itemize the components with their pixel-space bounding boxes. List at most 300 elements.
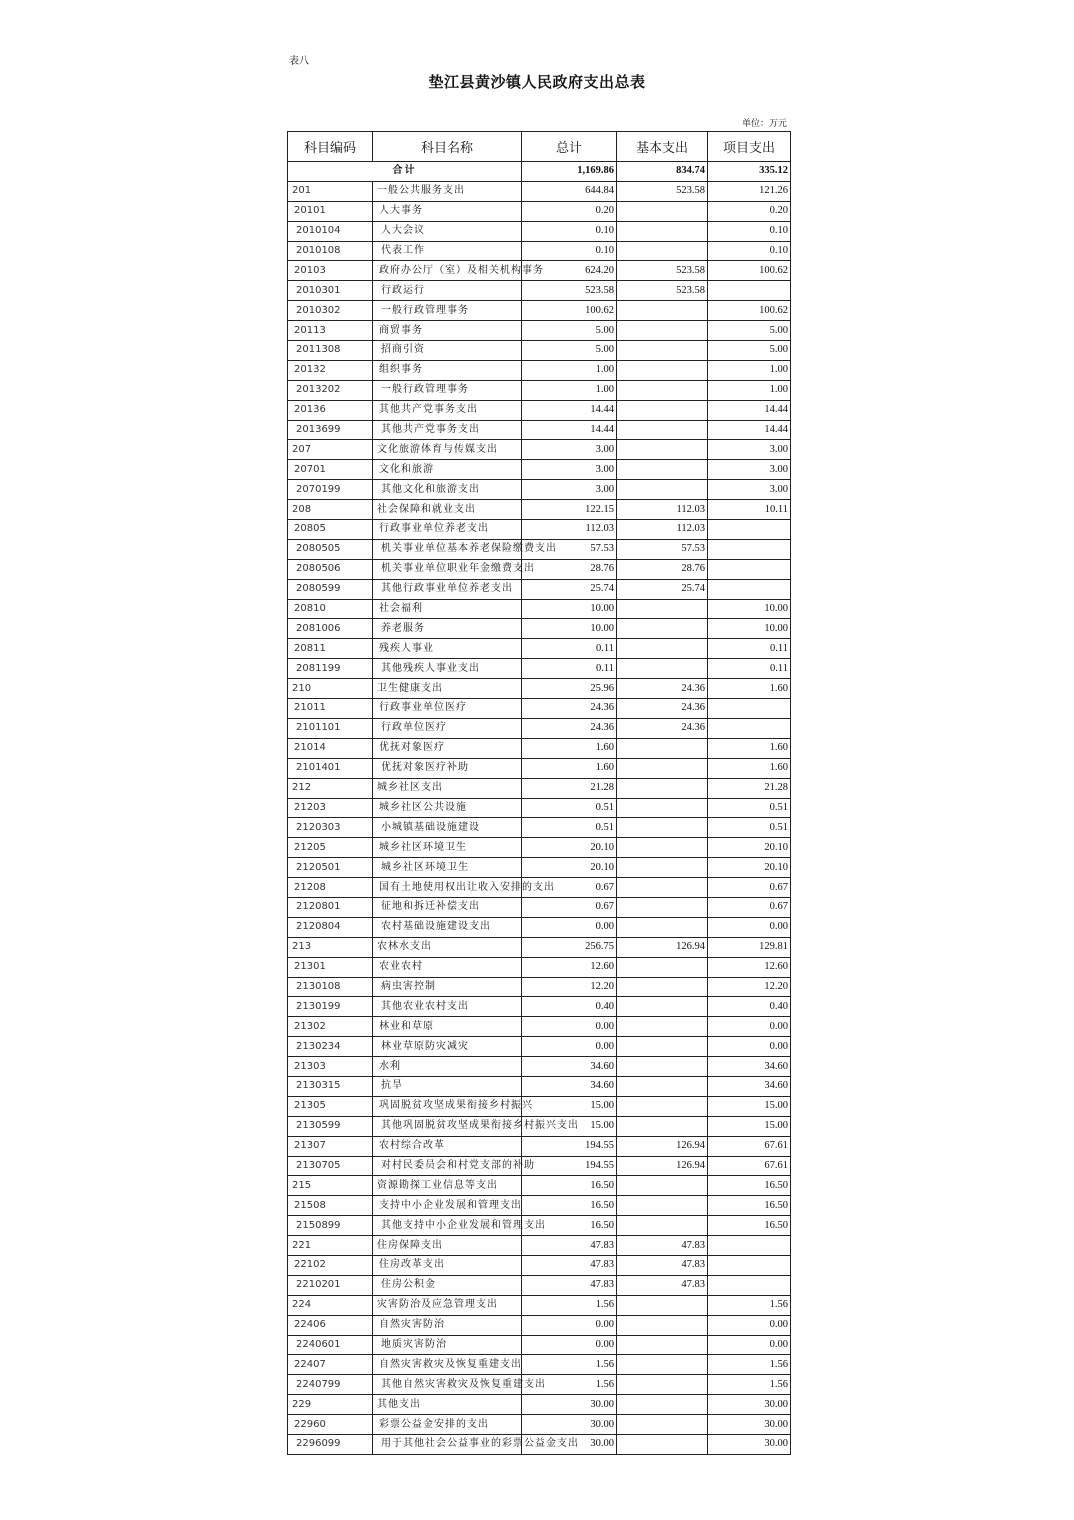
row-total: 30.00 [522, 1415, 617, 1435]
row-total: 30.00 [522, 1395, 617, 1415]
row-code: 2080506 [288, 559, 373, 579]
row-project: 0.20 [708, 201, 791, 221]
row-code: 2130315 [288, 1076, 373, 1096]
row-total: 47.83 [522, 1255, 617, 1275]
row-name: 代表工作 [373, 241, 522, 261]
row-project [708, 579, 791, 599]
row-project: 30.00 [708, 1395, 791, 1415]
row-project: 20.10 [708, 838, 791, 858]
row-name: 商贸事务 [373, 321, 522, 341]
table-row [288, 440, 791, 460]
row-code: 2081006 [288, 619, 373, 639]
row-total: 1.56 [522, 1295, 617, 1315]
row-code: 20101 [288, 201, 373, 221]
row-project [708, 1236, 791, 1256]
table-row [288, 579, 791, 599]
table-row [288, 341, 791, 361]
table-row [288, 1275, 791, 1295]
row-code: 22407 [288, 1355, 373, 1375]
row-code: 210 [288, 679, 373, 699]
row-project: 0.00 [708, 1037, 791, 1057]
row-total: 57.53 [522, 539, 617, 559]
column-header-name: 科目名称 [373, 132, 522, 162]
row-name: 社会福利 [373, 599, 522, 619]
row-name: 其他共产党事务支出 [373, 400, 522, 420]
table-row [288, 1355, 791, 1375]
table-row [288, 778, 791, 798]
row-total: 25.74 [522, 579, 617, 599]
row-total: 256.75 [522, 937, 617, 957]
row-name: 巩固脱贫攻坚成果衔接乡村振兴 [373, 1096, 522, 1116]
row-name: 人大事务 [373, 201, 522, 221]
row-project: 67.61 [708, 1136, 791, 1156]
row-code: 207 [288, 440, 373, 460]
table-row [288, 181, 791, 201]
row-project: 1.60 [708, 758, 791, 778]
row-total: 30.00 [522, 1435, 617, 1455]
row-name: 一般公共服务支出 [373, 181, 522, 201]
row-name: 组织事务 [373, 360, 522, 380]
row-basic [617, 1415, 708, 1435]
row-basic [617, 738, 708, 758]
row-code: 2120303 [288, 818, 373, 838]
row-name: 一般行政管理事务 [373, 380, 522, 400]
row-name: 机关事业单位职业年金缴费支出 [373, 559, 522, 579]
column-header-basic: 基本支出 [617, 132, 708, 162]
row-basic [617, 1196, 708, 1216]
row-code: 20805 [288, 520, 373, 540]
table-row [288, 460, 791, 480]
row-total: 1.00 [522, 380, 617, 400]
row-code: 2010301 [288, 281, 373, 301]
row-name: 灾害防治及应急管理支出 [373, 1295, 522, 1315]
row-name: 病虫害控制 [373, 977, 522, 997]
table-header-row [288, 132, 791, 162]
row-code: 20113 [288, 321, 373, 341]
row-total: 0.10 [522, 221, 617, 241]
table-row [288, 559, 791, 579]
row-project: 10.11 [708, 500, 791, 520]
row-total: 194.55 [522, 1156, 617, 1176]
row-project [708, 1255, 791, 1275]
row-basic [617, 1096, 708, 1116]
row-code: 2130108 [288, 977, 373, 997]
table-row [288, 718, 791, 738]
table-row [288, 1415, 791, 1435]
total-label: 合计 [288, 162, 522, 182]
row-basic: 24.36 [617, 718, 708, 738]
row-name: 水利 [373, 1057, 522, 1077]
row-total: 0.67 [522, 897, 617, 917]
row-basic [617, 957, 708, 977]
table-row [288, 957, 791, 977]
row-code: 22406 [288, 1315, 373, 1335]
row-name: 抗旱 [373, 1076, 522, 1096]
row-name: 政府办公厅（室）及相关机构事务 [373, 261, 522, 281]
row-name: 林业和草原 [373, 1017, 522, 1037]
row-code: 2130705 [288, 1156, 373, 1176]
column-header-project: 项目支出 [708, 132, 791, 162]
row-code: 2080505 [288, 539, 373, 559]
row-total: 16.50 [522, 1196, 617, 1216]
row-basic [617, 1375, 708, 1395]
row-code: 2010108 [288, 241, 373, 261]
row-basic [617, 659, 708, 679]
row-project [708, 520, 791, 540]
row-basic [617, 798, 708, 818]
row-code: 2081199 [288, 659, 373, 679]
table-row [288, 380, 791, 400]
row-project [708, 1275, 791, 1295]
row-project: 1.56 [708, 1295, 791, 1315]
row-project: 34.60 [708, 1057, 791, 1077]
row-name: 支持中小企业发展和管理支出 [373, 1196, 522, 1216]
table-row [288, 1375, 791, 1395]
row-basic [617, 241, 708, 261]
row-project: 10.00 [708, 599, 791, 619]
row-project: 3.00 [708, 480, 791, 500]
table-row [288, 1315, 791, 1335]
row-basic [617, 480, 708, 500]
row-basic: 523.58 [617, 261, 708, 281]
row-basic: 47.83 [617, 1255, 708, 1275]
row-code: 2080599 [288, 579, 373, 599]
row-project: 0.51 [708, 798, 791, 818]
row-name: 自然灾害救灾及恢复重建支出 [373, 1355, 522, 1375]
row-total: 24.36 [522, 718, 617, 738]
table-row [288, 917, 791, 937]
row-basic [617, 1176, 708, 1196]
row-basic [617, 1355, 708, 1375]
row-basic [617, 380, 708, 400]
table-row [288, 937, 791, 957]
row-code: 2101101 [288, 718, 373, 738]
row-basic: 57.53 [617, 539, 708, 559]
total-basic: 834.74 [617, 162, 708, 182]
row-basic: 25.74 [617, 579, 708, 599]
table-row [288, 1076, 791, 1096]
row-project: 16.50 [708, 1216, 791, 1236]
row-name: 行政事业单位养老支出 [373, 520, 522, 540]
row-project [708, 539, 791, 559]
row-code: 20132 [288, 360, 373, 380]
row-code: 2070199 [288, 480, 373, 500]
row-total: 1.56 [522, 1355, 617, 1375]
row-project: 100.62 [708, 261, 791, 281]
row-name: 住房保障支出 [373, 1236, 522, 1256]
row-name: 其他支出 [373, 1395, 522, 1415]
total-project: 335.12 [708, 162, 791, 182]
row-project: 14.44 [708, 420, 791, 440]
row-total: 47.83 [522, 1275, 617, 1295]
table-row [288, 400, 791, 420]
row-name: 农林水支出 [373, 937, 522, 957]
row-project: 21.28 [708, 778, 791, 798]
row-name: 文化旅游体育与传媒支出 [373, 440, 522, 460]
row-code: 229 [288, 1395, 373, 1415]
table-row [288, 500, 791, 520]
table-row [288, 1236, 791, 1256]
row-total: 10.00 [522, 599, 617, 619]
row-project: 30.00 [708, 1435, 791, 1455]
row-basic: 24.36 [617, 679, 708, 699]
row-total: 3.00 [522, 460, 617, 480]
table-row [288, 1037, 791, 1057]
table-row [288, 1116, 791, 1136]
row-basic [617, 858, 708, 878]
row-name: 彩票公益金安排的支出 [373, 1415, 522, 1435]
row-total: 10.00 [522, 619, 617, 639]
row-code: 2130599 [288, 1116, 373, 1136]
row-code: 21014 [288, 738, 373, 758]
row-name: 其他支持中小企业发展和管理支出 [373, 1216, 522, 1236]
table-row [288, 241, 791, 261]
row-project: 1.00 [708, 360, 791, 380]
row-basic [617, 778, 708, 798]
row-basic: 523.58 [617, 181, 708, 201]
row-total: 194.55 [522, 1136, 617, 1156]
row-name: 行政运行 [373, 281, 522, 301]
row-basic [617, 1335, 708, 1355]
row-total: 20.10 [522, 858, 617, 878]
row-basic [617, 1017, 708, 1037]
row-project: 14.44 [708, 400, 791, 420]
row-code: 22960 [288, 1415, 373, 1435]
row-total: 21.28 [522, 778, 617, 798]
row-name: 城乡社区支出 [373, 778, 522, 798]
row-name: 农村综合改革 [373, 1136, 522, 1156]
row-total: 14.44 [522, 400, 617, 420]
row-total: 3.00 [522, 480, 617, 500]
row-project [708, 699, 791, 719]
row-total: 1.60 [522, 738, 617, 758]
row-total: 0.00 [522, 1335, 617, 1355]
table-row [288, 201, 791, 221]
row-project: 0.00 [708, 917, 791, 937]
table-row [288, 878, 791, 898]
row-total: 34.60 [522, 1057, 617, 1077]
row-total: 3.00 [522, 440, 617, 460]
row-basic [617, 201, 708, 221]
row-total: 0.00 [522, 917, 617, 937]
row-project: 0.00 [708, 1017, 791, 1037]
row-basic: 112.03 [617, 520, 708, 540]
row-basic [617, 1216, 708, 1236]
row-name: 残疾人事业 [373, 639, 522, 659]
row-name: 城乡社区环境卫生 [373, 858, 522, 878]
row-project: 0.10 [708, 221, 791, 241]
row-total: 28.76 [522, 559, 617, 579]
table-row [288, 1335, 791, 1355]
table-row [288, 1096, 791, 1116]
row-name: 其他共产党事务支出 [373, 420, 522, 440]
row-basic [617, 758, 708, 778]
row-basic: 47.83 [617, 1236, 708, 1256]
page-title: 垫江县黄沙镇人民政府支出总表 [428, 73, 646, 91]
row-total: 0.20 [522, 201, 617, 221]
row-project: 12.60 [708, 957, 791, 977]
row-code: 21307 [288, 1136, 373, 1156]
row-code: 21302 [288, 1017, 373, 1037]
row-code: 22102 [288, 1255, 373, 1275]
row-total: 12.60 [522, 957, 617, 977]
row-basic [617, 818, 708, 838]
row-project: 15.00 [708, 1096, 791, 1116]
row-total: 34.60 [522, 1076, 617, 1096]
row-total: 0.00 [522, 1037, 617, 1057]
row-code: 21301 [288, 957, 373, 977]
row-code: 21303 [288, 1057, 373, 1077]
row-total: 16.50 [522, 1176, 617, 1196]
row-total: 0.51 [522, 818, 617, 838]
row-total: 1.56 [522, 1375, 617, 1395]
row-code: 2013202 [288, 380, 373, 400]
row-project: 0.00 [708, 1335, 791, 1355]
row-code: 2101401 [288, 758, 373, 778]
row-project: 0.00 [708, 1315, 791, 1335]
row-name: 文化和旅游 [373, 460, 522, 480]
row-project: 5.00 [708, 321, 791, 341]
row-code: 2120501 [288, 858, 373, 878]
row-name: 招商引资 [373, 341, 522, 361]
row-name: 城乡社区公共设施 [373, 798, 522, 818]
row-name: 其他自然灾害救灾及恢复重建支出 [373, 1375, 522, 1395]
row-project: 1.60 [708, 679, 791, 699]
row-total: 20.10 [522, 838, 617, 858]
row-basic [617, 639, 708, 659]
column-header-code: 科目编码 [288, 132, 373, 162]
row-code: 2120801 [288, 897, 373, 917]
table-row [288, 1156, 791, 1176]
sheet-label: 表八 [289, 56, 309, 67]
row-basic [617, 838, 708, 858]
table-row [288, 1216, 791, 1236]
table-row [288, 480, 791, 500]
row-code: 21203 [288, 798, 373, 818]
row-project: 16.50 [708, 1196, 791, 1216]
table-row [288, 699, 791, 719]
row-project: 1.00 [708, 380, 791, 400]
row-basic [617, 1116, 708, 1136]
row-total: 25.96 [522, 679, 617, 699]
row-code: 20701 [288, 460, 373, 480]
row-basic [617, 301, 708, 321]
row-project [708, 718, 791, 738]
row-basic: 523.58 [617, 281, 708, 301]
row-name: 国有土地使用权出让收入安排的支出 [373, 878, 522, 898]
table-row [288, 738, 791, 758]
row-project: 129.81 [708, 937, 791, 957]
row-name: 机关事业单位基本养老保险缴费支出 [373, 539, 522, 559]
row-basic [617, 460, 708, 480]
row-basic [617, 341, 708, 361]
row-total: 16.50 [522, 1216, 617, 1236]
table-row [288, 360, 791, 380]
table-row [288, 1136, 791, 1156]
row-total: 0.51 [522, 798, 617, 818]
table-row [288, 1435, 791, 1455]
row-code: 21508 [288, 1196, 373, 1216]
row-basic: 126.94 [617, 1136, 708, 1156]
row-total: 122.15 [522, 500, 617, 520]
row-code: 215 [288, 1176, 373, 1196]
row-total: 0.67 [522, 878, 617, 898]
row-code: 21305 [288, 1096, 373, 1116]
table-row [288, 798, 791, 818]
row-project: 0.51 [708, 818, 791, 838]
row-name: 对村民委员会和村党支部的补助 [373, 1156, 522, 1176]
row-project: 1.56 [708, 1355, 791, 1375]
row-project: 1.60 [708, 738, 791, 758]
row-total: 644.84 [522, 181, 617, 201]
row-code: 2130199 [288, 997, 373, 1017]
table-row [288, 818, 791, 838]
row-code: 212 [288, 778, 373, 798]
row-name: 人大会议 [373, 221, 522, 241]
expenditure-table [287, 131, 791, 1455]
table-row [288, 838, 791, 858]
row-project: 20.10 [708, 858, 791, 878]
row-code: 2010302 [288, 301, 373, 321]
row-name: 住房改革支出 [373, 1255, 522, 1275]
row-total: 624.20 [522, 261, 617, 281]
row-basic [617, 1037, 708, 1057]
row-code: 2013699 [288, 420, 373, 440]
row-total: 1.60 [522, 758, 617, 778]
row-name: 住房公积金 [373, 1275, 522, 1295]
row-total: 12.20 [522, 977, 617, 997]
column-header-total: 总计 [522, 132, 617, 162]
row-name: 自然灾害防治 [373, 1315, 522, 1335]
row-code: 213 [288, 937, 373, 957]
table-row [288, 261, 791, 281]
row-name: 其他行政事业单位养老支出 [373, 579, 522, 599]
row-code: 208 [288, 500, 373, 520]
row-project: 5.00 [708, 341, 791, 361]
row-code: 224 [288, 1295, 373, 1315]
row-basic [617, 977, 708, 997]
table-row [288, 301, 791, 321]
row-basic: 112.03 [617, 500, 708, 520]
row-code: 2240601 [288, 1335, 373, 1355]
row-total: 24.36 [522, 699, 617, 719]
row-name: 养老服务 [373, 619, 522, 639]
row-basic [617, 878, 708, 898]
row-name: 社会保障和就业支出 [373, 500, 522, 520]
row-total: 0.40 [522, 997, 617, 1017]
table-row [288, 659, 791, 679]
row-name: 其他农业农村支出 [373, 997, 522, 1017]
row-name: 其他文化和旅游支出 [373, 480, 522, 500]
row-total: 100.62 [522, 301, 617, 321]
row-total: 523.58 [522, 281, 617, 301]
row-code: 2150899 [288, 1216, 373, 1236]
row-name: 行政单位医疗 [373, 718, 522, 738]
row-total: 0.00 [522, 1017, 617, 1037]
row-project [708, 281, 791, 301]
unit-label: 单位：万元 [741, 119, 787, 129]
row-project: 34.60 [708, 1076, 791, 1096]
table-row [288, 619, 791, 639]
table-row [288, 858, 791, 878]
row-total: 15.00 [522, 1096, 617, 1116]
row-basic [617, 440, 708, 460]
table-row [288, 758, 791, 778]
row-code: 20136 [288, 400, 373, 420]
row-basic [617, 321, 708, 341]
row-total: 14.44 [522, 420, 617, 440]
table-row [288, 221, 791, 241]
